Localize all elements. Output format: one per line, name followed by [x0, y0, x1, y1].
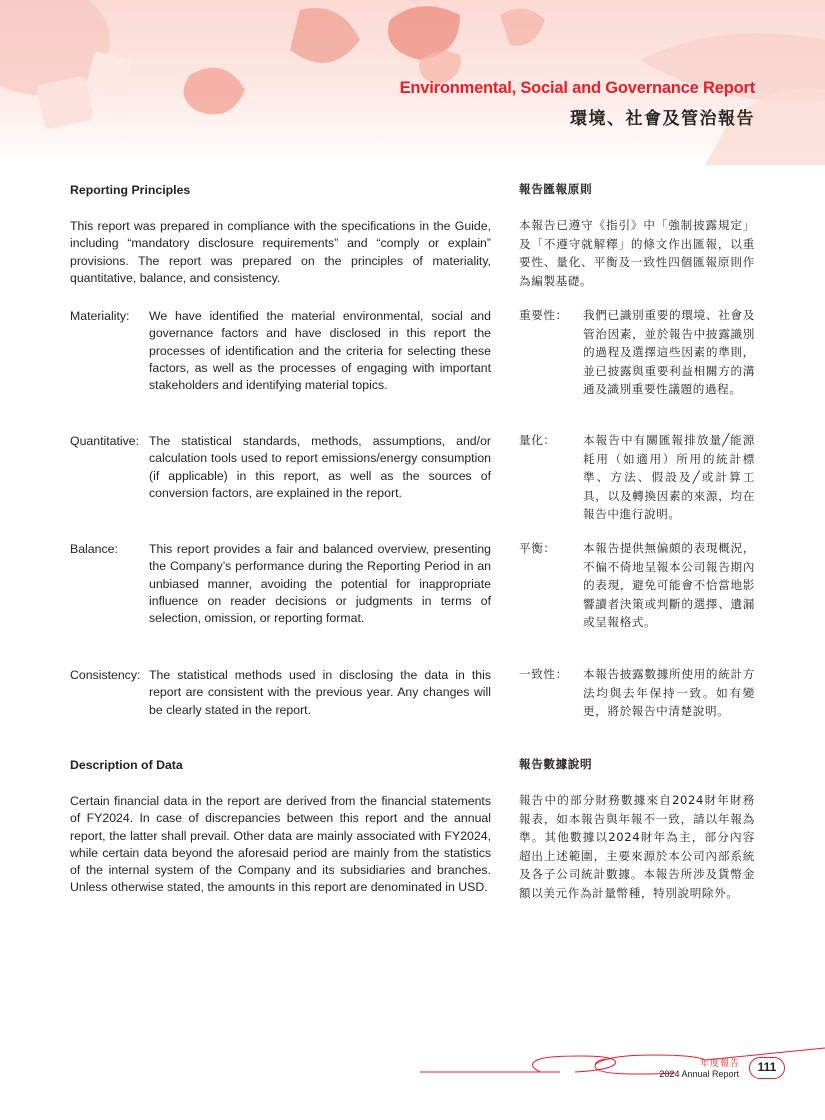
materiality-item-en: [70, 308, 491, 398]
page-number: 111: [749, 1057, 785, 1079]
consistency-item-en: [70, 667, 491, 723]
item-text: 本報告中有關匯報排放量╱能源耗用（如適用）所用的統計標準、方法、假設及╱或計算工具，以及轉換因素的來源，均在報告中進行說明。: [583, 433, 755, 521]
item-label: 平衡：: [519, 541, 556, 555]
footer-label-zh: 年度報告: [699, 1059, 740, 1069]
materiality-item-zh: [519, 306, 755, 418]
principles-intro-en: This report was prepared in compliance with the specifications in the Guide, including “mandatory disclosure requirements” and “comply or explain” provisions. The report was prepared on the principles of materiality, quantitative, balance, and consistency.: [70, 219, 491, 285]
data-text-zh: 報告中的部分財務數據來自2024財年財務報表，如本報告與年報不一致，請以年報為準。其他數據以2024財年為主，部分內容超出上述範圍，主要來源於本公司內部系統及各子公司統計數據。本報告所涉及貨幣金額以美元作為計量幣種，特別說明除外。: [519, 793, 755, 900]
item-label: Quantitative:: [70, 434, 140, 448]
item-text: 本報告提供無偏頗的表現概況，不偏不倚地呈報本公司報告期內的表現，避免可能會不恰當地影響讀者決策或判斷的選擇、遺漏或呈報格式。: [583, 541, 755, 629]
page-title-en: Environmental, Social and Governance Report: [399, 79, 755, 97]
balance-item-zh: [519, 539, 755, 651]
quantitative-item-zh: [519, 431, 755, 525]
item-label: Consistency:: [70, 668, 141, 682]
quantitative-item-en: [70, 433, 491, 505]
principles-heading-zh: 報告匯報原則: [519, 182, 593, 196]
consistency-item-zh: [519, 665, 755, 741]
footer-label-en: 2024 Annual Report: [659, 1069, 739, 1079]
item-text: We have identified the material environmental, social and governance factors and have disclosed in this report the processes of identification and the criteria for selecting these factors, as well as the processes of engaging with important stakeholders and identifying material topics.: [149, 309, 491, 393]
item-label: Materiality:: [70, 309, 130, 323]
balance-item-en: [70, 541, 491, 649]
item-label: 一致性：: [519, 667, 568, 681]
principles-heading-en: Reporting Principles: [70, 183, 191, 197]
page-title-zh: 環境、社會及管治報告: [570, 109, 755, 129]
data-text-en: Certain financial data in the report are derived from the financial statements of FY2024. In case of discrepancies between this report and the annual report, the latter shall prevail. Other data are mainly associated with FY2024, while certain data beyond the aforesaid period are mainly from the statistics of the internal system of the Company and its subsidiaries and branches. Unless otherwise stated, the amounts in this report are denominated in USD.: [70, 794, 491, 895]
item-text: 我們已識別重要的環境、社會及管治因素，並於報告中披露識別的過程及選擇這些因素的準則，並已披露與重要利益相關方的溝通及識別重要性議題的過程。: [583, 308, 755, 396]
principles-intro-zh: 本報告已遵守《指引》中「強制披露規定」及「不遵守就解釋」的條文作出匯報，以重要性、量化、平衡及一致性四個匯報原則作為編製基礎。: [519, 218, 755, 288]
item-label: 量化：: [519, 433, 556, 447]
item-text: This report provides a fair and balanced overview, presenting the Company’s performance during the Reporting Period in an unbiased manner, avoiding the potential for inappropriate influence on reader decisions or judgments in terms of selection, omission, or reporting format.: [149, 542, 491, 626]
item-text: 本報告披露數據所使用的統計方法均與去年保持一致。如有變更，將於報告中清楚說明。: [583, 667, 755, 718]
item-label: 重要性：: [519, 308, 568, 322]
item-text: The statistical methods used in disclosing the data in this report are consistent with the previous year. Any changes will be clearly stated in the report.: [149, 668, 491, 717]
data-heading-en: Description of Data: [70, 758, 183, 772]
item-text: The statistical standards, methods, assumptions, and/or calculation tools used to report emissions/energy consumption (if applicable) in this report, as well as the sources of conversion factors, are explained in the report.: [149, 434, 491, 500]
item-label: Balance:: [70, 542, 118, 556]
data-heading-zh: 報告數據說明: [519, 757, 593, 771]
